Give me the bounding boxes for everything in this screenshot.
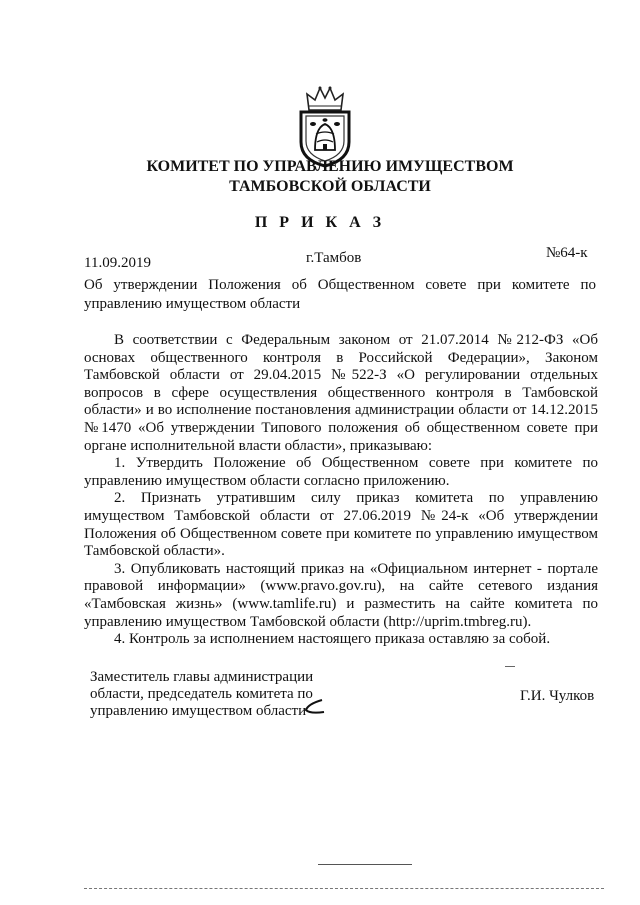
signatory-position-line2: области, председатель комитета по [90, 686, 313, 702]
signatory-position-line1: Заместитель главы администрации [90, 669, 314, 685]
order-item-3: 3. Опубликовать настоящий приказ на «Официальном интернет - портале правовой информации» (www.pravo.gov.ru), на сайте сетевого издания «Тамбовская жизнь» (www.tamlife.ru) и разместить на сайте комитета по управлению имуществом Тамбовской области (http://uprim.tmbreg.ru). [84, 560, 598, 630]
document-type-title: П Р И К А З [254, 214, 386, 231]
document-subject: Об утверждении Положения об Общественном совете при комитете по управлению имуществом области [84, 277, 596, 312]
order-item-1: 1. Утвердить Положение об Общественном совете при комитете по управлению имуществом области согласно приложению. [84, 455, 598, 489]
document-body [84, 332, 598, 649]
signatory-name: Г.И. Чулков [520, 688, 595, 704]
organization-name-line2: ТАМБОВСКОЙ ОБЛАСТИ [229, 178, 431, 195]
signatory-position [90, 669, 313, 720]
handwritten-signature-icon [300, 696, 326, 718]
document-date: 11.09.2019 [84, 255, 151, 271]
order-item-2: 2. Признать утратившим силу приказ комитета по управлению имуществом Тамбовской области от 27.06.2019 №24-к «Об утверждении Положения об Общественном совете при комитете по управлению имуществом Тамбовской области». [84, 490, 598, 560]
order-item-4: 4. Контроль за исполнением настоящего приказа оставляю за собой. [114, 631, 551, 648]
coat-of-arms-emblem [293, 84, 357, 168]
footer-rule [318, 864, 412, 865]
footer-dashed-rule [84, 888, 604, 889]
organization-name-line1: КОМИТЕТ ПО УПРАВЛЕНИЮ ИМУЩЕСТВОМ [146, 158, 514, 175]
preamble-paragraph: В соответствии с Федеральным законом от 21.07.2014 №212-ФЗ «Об основах общественного контроля в Российской Федерации», Законом Тамбовской области от 29.04.2015 №522-З «О регулировании отдельных вопросов в сфере осуществления общественного контроля в Тамбовской области» и во исполнение постановления администрации области от 14.12.2015 №1470 «Об утверждении Типового положения об общественном совете при органе исполнительной власти области», приказываю: [84, 332, 598, 454]
document-number: №64-к [546, 245, 588, 261]
divider-mark [505, 666, 515, 667]
document-city: г.Тамбов [306, 250, 362, 266]
signatory-position-line3: управлению имуществом области [90, 703, 307, 719]
